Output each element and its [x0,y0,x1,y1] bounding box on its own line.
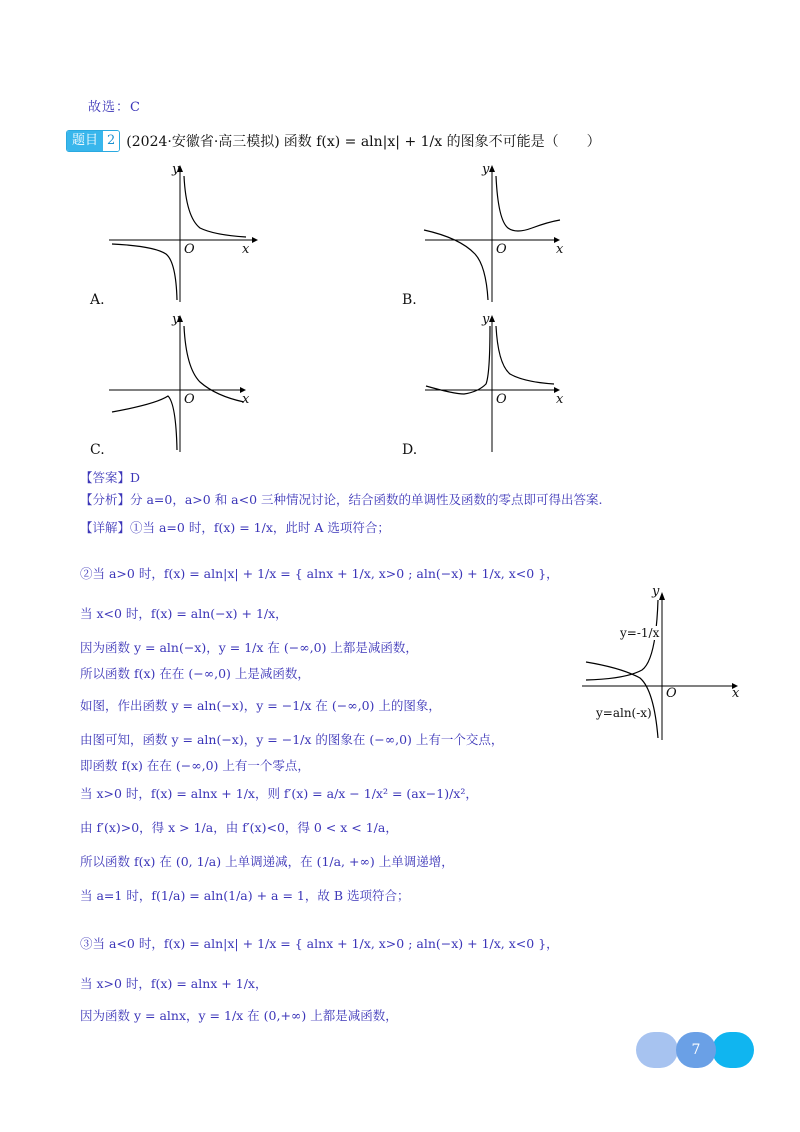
solution-line: 由 f′(x)>0，得 x > 1/a，由 f′(x)<0，得 0 < x < 1/a， [80,820,398,835]
axis-y-label: y [172,312,180,327]
origin-label: O [666,686,677,701]
solution-line: 当 x<0 时，f(x) = aln(−x) + 1/x， [80,606,288,621]
solution-line: ②当 a>0 时，f(x) = aln|x| + 1/x = { alnx + 1/x, x>0 ; aln(−x) + 1/x, x<0 }， [80,566,559,581]
solution-line: 因为函数 y = alnx，y = 1/x 在 (0,+∞) 上都是减函数， [80,1008,398,1023]
origin-label: O [496,242,507,257]
origin-label: O [184,392,195,407]
axis-x-label: x [556,392,564,407]
curve-label-reciprocal: y=-1/x [620,626,660,640]
solution-figure [582,586,752,742]
page-number: 7 [676,1032,716,1068]
solution-line: 所以函数 f(x) 在在 (−∞,0) 上是减函数， [80,666,310,681]
solution-line: 所以函数 f(x) 在 (0, 1/a) 上单调递减，在 (1/a, +∞) 上单调递增， [80,854,454,869]
axis-y-label: y [482,312,490,327]
axis-x-label: x [556,242,564,257]
solution-line: 当 x>0 时，f(x) = alnx + 1/x， [80,976,268,991]
page-decoration-left [636,1032,678,1068]
question-stem: 函数 f(x) = aln|x| + 1/x 的图象不可能是（ ） [283,134,601,150]
solution-line: 当 x>0 时，f(x) = alnx + 1/x，则 f′(x) = a/x − 1/x² = (ax−1)/x²， [80,786,478,801]
option-d-label: D. [402,442,418,458]
option-b-label: B. [402,292,417,308]
badge-number: 2 [103,131,119,151]
solution-line: 【详解】①当 a=0 时，f(x) = 1/x，此时 A 选项符合； [80,520,390,535]
page-decoration-right [712,1032,754,1068]
solution-line: 当 a=1 时，f(1/a) = aln(1/a) + a = 1，故 B 选项符合； [80,888,410,903]
solution-answer: 【答案】D [80,470,141,485]
option-a-label: A. [90,292,105,308]
axis-x-label: x [732,686,740,701]
solution-line: 即函数 f(x) 在在 (−∞,0) 上有一个零点， [80,758,310,773]
curve-label-log: y=aln(-x) [596,706,652,720]
origin-label: O [496,392,507,407]
question-source: (2024·安徽省·高三模拟) [126,134,280,150]
origin-label: O [184,242,195,257]
axis-x-label: x [242,242,250,257]
axis-y-label: y [172,162,180,177]
solution-line: 由图可知，函数 y = aln(−x)，y = −1/x 的图象在 (−∞,0) 上有一个交点， [80,732,504,747]
axis-y-label: y [652,584,660,599]
solution-line: ③当 a<0 时，f(x) = aln|x| + 1/x = { alnx + 1/x, x>0 ; aln(−x) + 1/x, x<0 }， [80,936,559,951]
option-a-graph [104,162,264,304]
badge-label: 题目 [67,131,103,151]
question-badge [66,130,120,152]
axis-x-label: x [242,392,250,407]
option-d-graph [420,312,580,454]
question-header [66,130,601,152]
previous-answer: 故选：C [88,100,141,115]
option-b-graph [420,162,580,304]
option-c-label: C. [90,442,105,458]
solution-line: 如图，作出函数 y = aln(−x)，y = −1/x 在 (−∞,0) 上的图象， [80,698,441,713]
option-c-graph [104,312,264,454]
axis-y-label: y [482,162,490,177]
solution-analysis: 【分析】分 a=0，a>0 和 a<0 三种情况讨论，结合函数的单调性及函数的零点即可得出答案. [80,492,603,507]
solution-line: 因为函数 y = aln(−x)，y = 1/x 在 (−∞,0) 上都是减函数， [80,640,418,655]
